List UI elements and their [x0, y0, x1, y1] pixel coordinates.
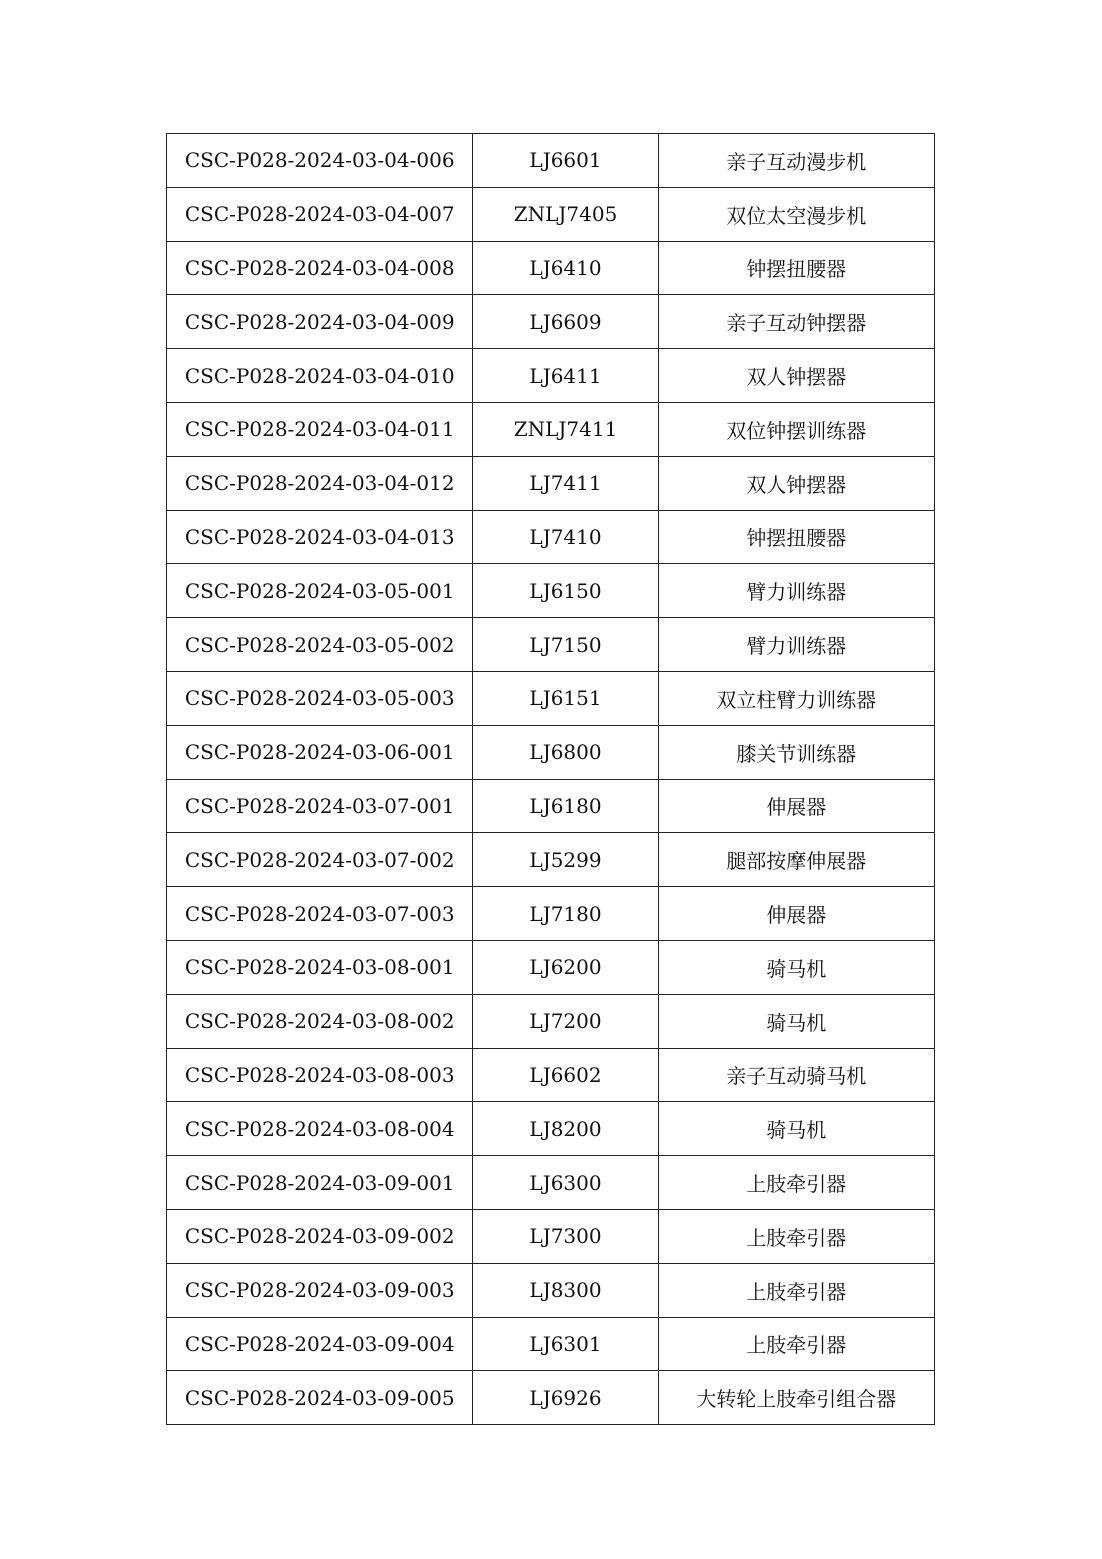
table-row: [167, 564, 935, 618]
product-name-cell: 膝关节训练器: [658, 725, 934, 779]
table-row: [167, 295, 935, 349]
table-row: [167, 1048, 935, 1102]
product-name-cell: 伸展器: [658, 779, 934, 833]
model-number-cell: LJ6601: [473, 134, 658, 188]
certificate-code-cell: CSC-P028-2024-03-04-007: [167, 187, 473, 241]
product-name-cell: 亲子互动钟摆器: [658, 295, 934, 349]
product-name-cell: 亲子互动漫步机: [658, 134, 934, 188]
table-row: [167, 241, 935, 295]
model-number-cell: LJ6410: [473, 241, 658, 295]
product-name-cell: 腿部按摩伸展器: [658, 833, 934, 887]
certificate-code-cell: CSC-P028-2024-03-08-004: [167, 1102, 473, 1156]
model-number-cell: LJ7200: [473, 994, 658, 1048]
product-name-cell: 亲子互动骑马机: [658, 1048, 934, 1102]
certificate-code-cell: CSC-P028-2024-03-07-003: [167, 887, 473, 941]
certificate-code-cell: CSC-P028-2024-03-08-002: [167, 994, 473, 1048]
product-name-cell: 骑马机: [658, 940, 934, 994]
product-name-cell: 上肢牵引器: [658, 1156, 934, 1210]
certificate-code-cell: CSC-P028-2024-03-05-002: [167, 618, 473, 672]
table-row: [167, 510, 935, 564]
table-row: [167, 402, 935, 456]
certificate-code-cell: CSC-P028-2024-03-09-004: [167, 1317, 473, 1371]
model-number-cell: LJ7180: [473, 887, 658, 941]
product-name-cell: 臂力训练器: [658, 564, 934, 618]
model-number-cell: ZNLJ7411: [473, 402, 658, 456]
certificate-code-cell: CSC-P028-2024-03-05-003: [167, 671, 473, 725]
certificate-code-cell: CSC-P028-2024-03-09-005: [167, 1371, 473, 1425]
table-row: [167, 1209, 935, 1263]
model-number-cell: ZNLJ7405: [473, 187, 658, 241]
model-number-cell: LJ6411: [473, 349, 658, 403]
model-number-cell: LJ8200: [473, 1102, 658, 1156]
certificate-code-cell: CSC-P028-2024-03-07-001: [167, 779, 473, 833]
model-number-cell: LJ8300: [473, 1263, 658, 1317]
certificate-code-cell: CSC-P028-2024-03-05-001: [167, 564, 473, 618]
table-row: [167, 725, 935, 779]
product-name-cell: 伸展器: [658, 887, 934, 941]
model-number-cell: LJ6180: [473, 779, 658, 833]
certificate-code-cell: CSC-P028-2024-03-04-006: [167, 134, 473, 188]
table-row: [167, 940, 935, 994]
product-name-cell: 钟摆扭腰器: [658, 510, 934, 564]
table-row: [167, 994, 935, 1048]
table-row: [167, 187, 935, 241]
table-row: [167, 1102, 935, 1156]
model-number-cell: LJ6150: [473, 564, 658, 618]
product-name-cell: 双立柱臂力训练器: [658, 671, 934, 725]
product-table: [166, 133, 935, 1425]
certificate-code-cell: CSC-P028-2024-03-06-001: [167, 725, 473, 779]
table-row: [167, 134, 935, 188]
product-name-cell: 上肢牵引器: [658, 1317, 934, 1371]
model-number-cell: LJ7150: [473, 618, 658, 672]
certificate-code-cell: CSC-P028-2024-03-08-001: [167, 940, 473, 994]
model-number-cell: LJ6926: [473, 1371, 658, 1425]
certificate-code-cell: CSC-P028-2024-03-04-010: [167, 349, 473, 403]
certificate-code-cell: CSC-P028-2024-03-04-009: [167, 295, 473, 349]
table-row: [167, 779, 935, 833]
certificate-code-cell: CSC-P028-2024-03-08-003: [167, 1048, 473, 1102]
model-number-cell: LJ6602: [473, 1048, 658, 1102]
certificate-code-cell: CSC-P028-2024-03-04-012: [167, 456, 473, 510]
model-number-cell: LJ6800: [473, 725, 658, 779]
table-body: [167, 134, 935, 1425]
model-number-cell: LJ7300: [473, 1209, 658, 1263]
table-row: [167, 833, 935, 887]
table-row: [167, 887, 935, 941]
product-name-cell: 骑马机: [658, 994, 934, 1048]
certificate-code-cell: CSC-P028-2024-03-09-003: [167, 1263, 473, 1317]
model-number-cell: LJ6151: [473, 671, 658, 725]
model-number-cell: LJ7410: [473, 510, 658, 564]
model-number-cell: LJ6300: [473, 1156, 658, 1210]
table-row: [167, 1371, 935, 1425]
table-row: [167, 618, 935, 672]
product-name-cell: 双位太空漫步机: [658, 187, 934, 241]
certificate-code-cell: CSC-P028-2024-03-09-001: [167, 1156, 473, 1210]
model-number-cell: LJ6301: [473, 1317, 658, 1371]
certificate-code-cell: CSC-P028-2024-03-04-013: [167, 510, 473, 564]
certificate-code-cell: CSC-P028-2024-03-09-002: [167, 1209, 473, 1263]
product-name-cell: 大转轮上肢牵引组合器: [658, 1371, 934, 1425]
product-name-cell: 双人钟摆器: [658, 456, 934, 510]
table-row: [167, 671, 935, 725]
product-name-cell: 上肢牵引器: [658, 1263, 934, 1317]
certificate-code-cell: CSC-P028-2024-03-07-002: [167, 833, 473, 887]
model-number-cell: LJ7411: [473, 456, 658, 510]
model-number-cell: LJ5299: [473, 833, 658, 887]
model-number-cell: LJ6200: [473, 940, 658, 994]
product-name-cell: 双人钟摆器: [658, 349, 934, 403]
certificate-code-cell: CSC-P028-2024-03-04-011: [167, 402, 473, 456]
product-name-cell: 骑马机: [658, 1102, 934, 1156]
product-name-cell: 双位钟摆训练器: [658, 402, 934, 456]
table-row: [167, 1263, 935, 1317]
product-name-cell: 上肢牵引器: [658, 1209, 934, 1263]
certificate-code-cell: CSC-P028-2024-03-04-008: [167, 241, 473, 295]
table-row: [167, 1156, 935, 1210]
product-name-cell: 钟摆扭腰器: [658, 241, 934, 295]
table-row: [167, 456, 935, 510]
table-row: [167, 1317, 935, 1371]
product-name-cell: 臂力训练器: [658, 618, 934, 672]
table-row: [167, 349, 935, 403]
model-number-cell: LJ6609: [473, 295, 658, 349]
